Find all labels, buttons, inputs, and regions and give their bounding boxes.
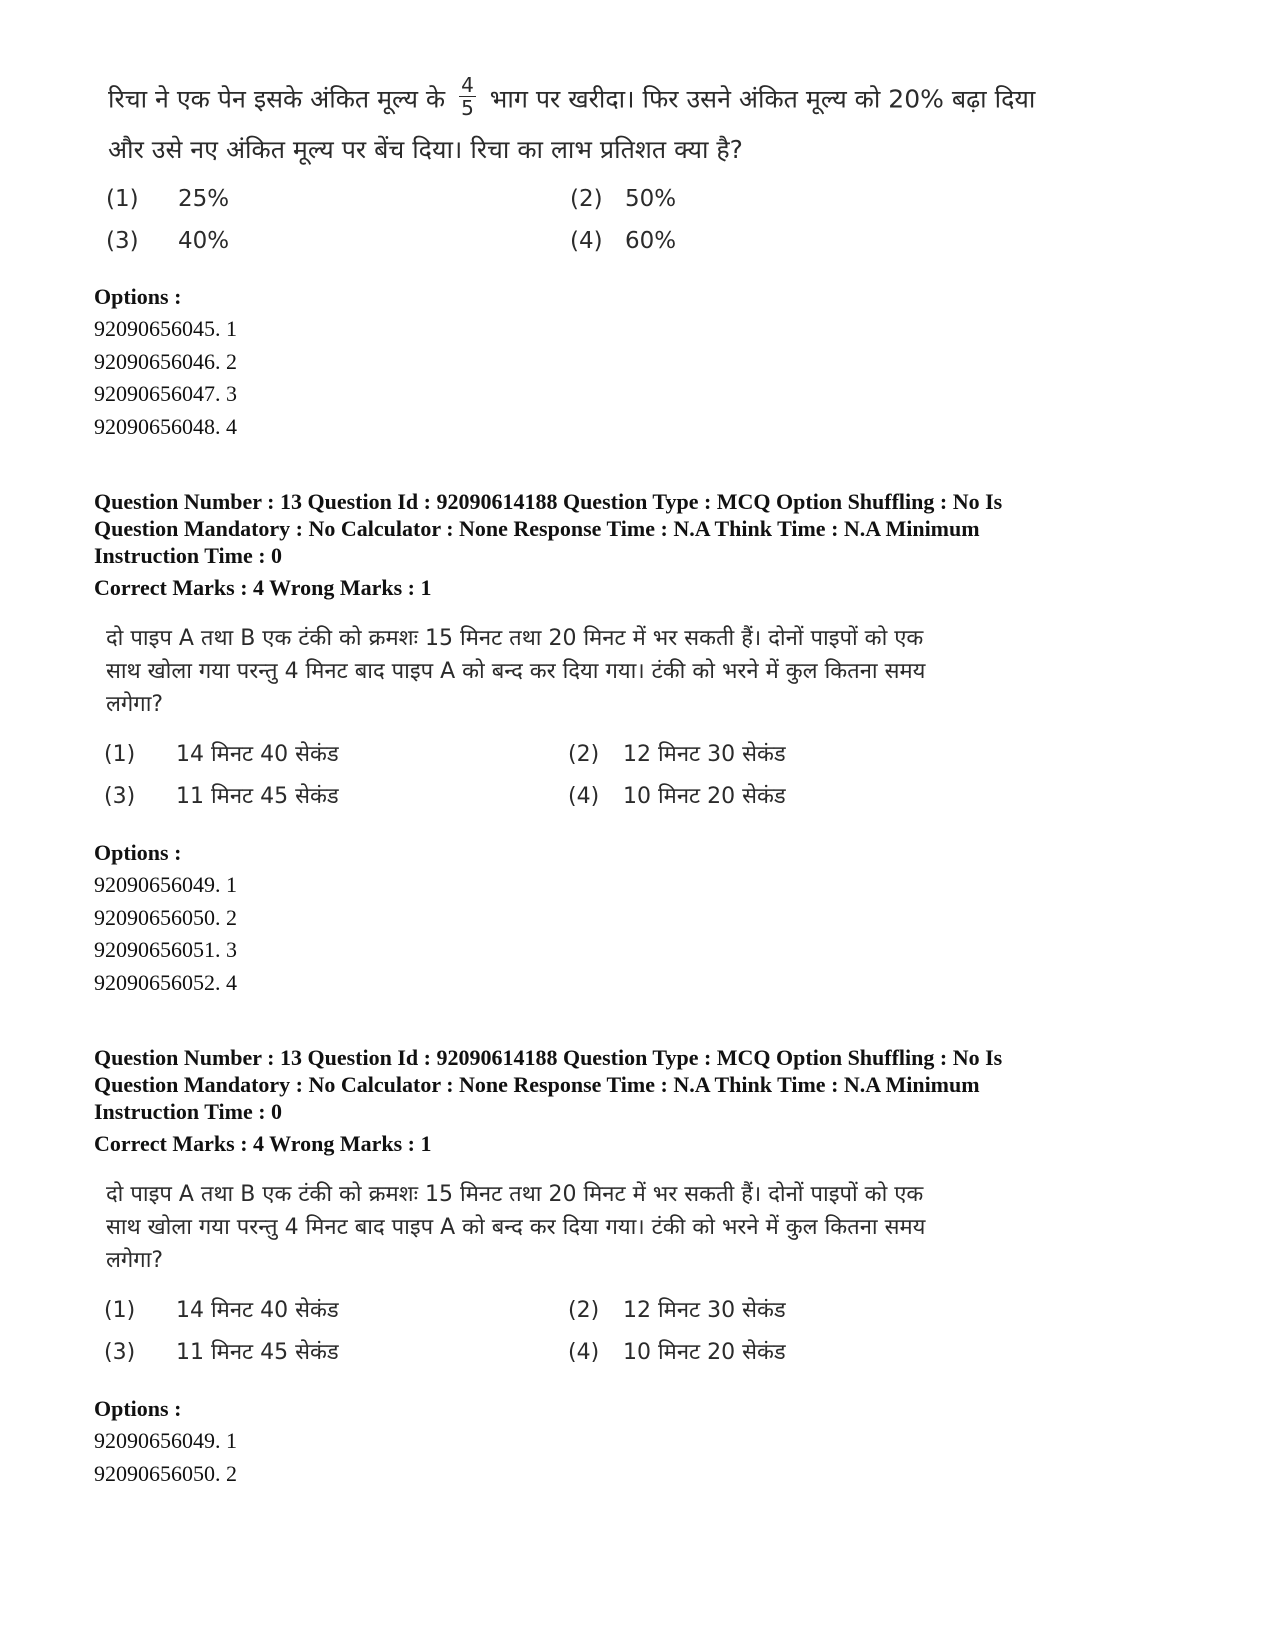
options-label: Options : (94, 284, 182, 309)
choice-text: 12 मिनट 30 सेकंड (623, 742, 786, 767)
q12-choice-3 (106, 228, 229, 254)
option-id: 92090656050. 2 (94, 905, 237, 930)
q12-choice-2 (570, 186, 676, 212)
choice-text: 12 मिनट 30 सेकंड (623, 1298, 786, 1323)
option-id: 92090656049. 1 (94, 1428, 237, 1453)
q13b-choice-4 (568, 1336, 786, 1366)
fraction (459, 74, 476, 119)
option-id: 92090656051. 3 (94, 937, 237, 962)
q13a-choice-4 (568, 780, 786, 810)
choice-number: (4) (568, 784, 600, 809)
choice-text: 14 मिनट 40 सेकंड (176, 742, 339, 767)
meta-line: Question Mandatory : No Calculator : None Response Time : N.A Think Time : N.A Minimum (94, 516, 980, 541)
meta-line: Question Number : 13 Question Id : 92090614188 Question Type : MCQ Option Shuffling : No Is (94, 489, 1003, 514)
choice-number: (2) (568, 1298, 600, 1323)
choice-text: 10 मिनट 20 सेकंड (623, 1340, 786, 1365)
q12-choice-4 (570, 228, 676, 254)
question-line: दो पाइप A तथा B एक टंकी को क्रमशः 15 मिनट तथा 20 मिनट में भर सकती हैं। दोनों पाइपों को एक (106, 626, 924, 651)
meta-line: Instruction Time : 0 (94, 543, 283, 568)
choice-number: (2) (568, 742, 600, 767)
choice-number: (4) (570, 228, 603, 254)
q13a-choice-1 (104, 738, 339, 768)
meta-line: Question Mandatory : No Calculator : None Response Time : N.A Think Time : N.A Minimum (94, 1072, 980, 1097)
choice-number: (4) (568, 1340, 600, 1365)
q13a-choice-3 (104, 780, 339, 810)
options-label: Options : (94, 840, 182, 865)
choice-number: (1) (106, 186, 139, 212)
choice-number: (3) (104, 784, 136, 809)
q12-line1-pre: रिचा ने एक पेन इसके अंकित मूल्य के (108, 84, 446, 114)
q12-choice-1 (106, 186, 229, 212)
choice-text: 60% (625, 228, 677, 254)
meta-line: Instruction Time : 0 (94, 1099, 283, 1124)
fraction-numerator: 4 (461, 73, 474, 97)
choice-text: 25% (178, 186, 230, 212)
option-id: 92090656050. 2 (94, 1461, 237, 1486)
choice-number: (1) (104, 1298, 136, 1323)
question-line: साथ खोला गया परन्तु 4 मिनट बाद पाइप A को बन्द कर दिया गया। टंकी को भरने में कुल कितना समय (106, 659, 926, 684)
option-id: 92090656048. 4 (94, 414, 237, 439)
question-line: लगेगा? (106, 692, 164, 717)
fraction-denominator: 5 (461, 96, 474, 120)
q13b-choice-2 (568, 1294, 786, 1324)
question-line: साथ खोला गया परन्तु 4 मिनट बाद पाइप A को बन्द कर दिया गया। टंकी को भरने में कुल कितना समय (106, 1215, 926, 1240)
option-id: 92090656045. 1 (94, 316, 237, 341)
option-id: 92090656049. 1 (94, 872, 237, 897)
choice-number: (3) (106, 228, 139, 254)
option-id: 92090656047. 3 (94, 381, 237, 406)
question-line: दो पाइप A तथा B एक टंकी को क्रमशः 15 मिनट तथा 20 मिनट में भर सकती हैं। दोनों पाइपों को एक (106, 1182, 924, 1207)
q13b-choice-3 (104, 1336, 339, 1366)
option-id: 92090656046. 2 (94, 349, 237, 374)
marks-line: Correct Marks : 4 Wrong Marks : 1 (94, 575, 432, 600)
q12-line2: और उसे नए अंकित मूल्य पर बेंच दिया। रिचा का लाभ प्रतिशत क्या है? (108, 135, 743, 164)
marks-line: Correct Marks : 4 Wrong Marks : 1 (94, 1131, 432, 1156)
choice-text: 14 मिनट 40 सेकंड (176, 1298, 339, 1323)
choice-number: (3) (104, 1340, 136, 1365)
q13a-choice-2 (568, 738, 786, 768)
choice-text: 11 मिनट 45 सेकंड (176, 1340, 339, 1365)
choice-text: 50% (625, 186, 677, 212)
choice-text: 10 मिनट 20 सेकंड (623, 784, 786, 809)
choice-text: 11 मिनट 45 सेकंड (176, 784, 339, 809)
q13b-choice-1 (104, 1294, 339, 1324)
choice-number: (1) (104, 742, 136, 767)
choice-number: (2) (570, 186, 603, 212)
question-line: लगेगा? (106, 1248, 164, 1273)
option-id: 92090656052. 4 (94, 970, 237, 995)
meta-line: Question Number : 13 Question Id : 92090614188 Question Type : MCQ Option Shuffling : No Is (94, 1045, 1003, 1070)
q12-line1-post: भाग पर खरीदा। फिर उसने अंकित मूल्य को 20% बढ़ा दिया (489, 84, 1036, 114)
options-label: Options : (94, 1396, 182, 1421)
choice-text: 40% (178, 228, 230, 254)
